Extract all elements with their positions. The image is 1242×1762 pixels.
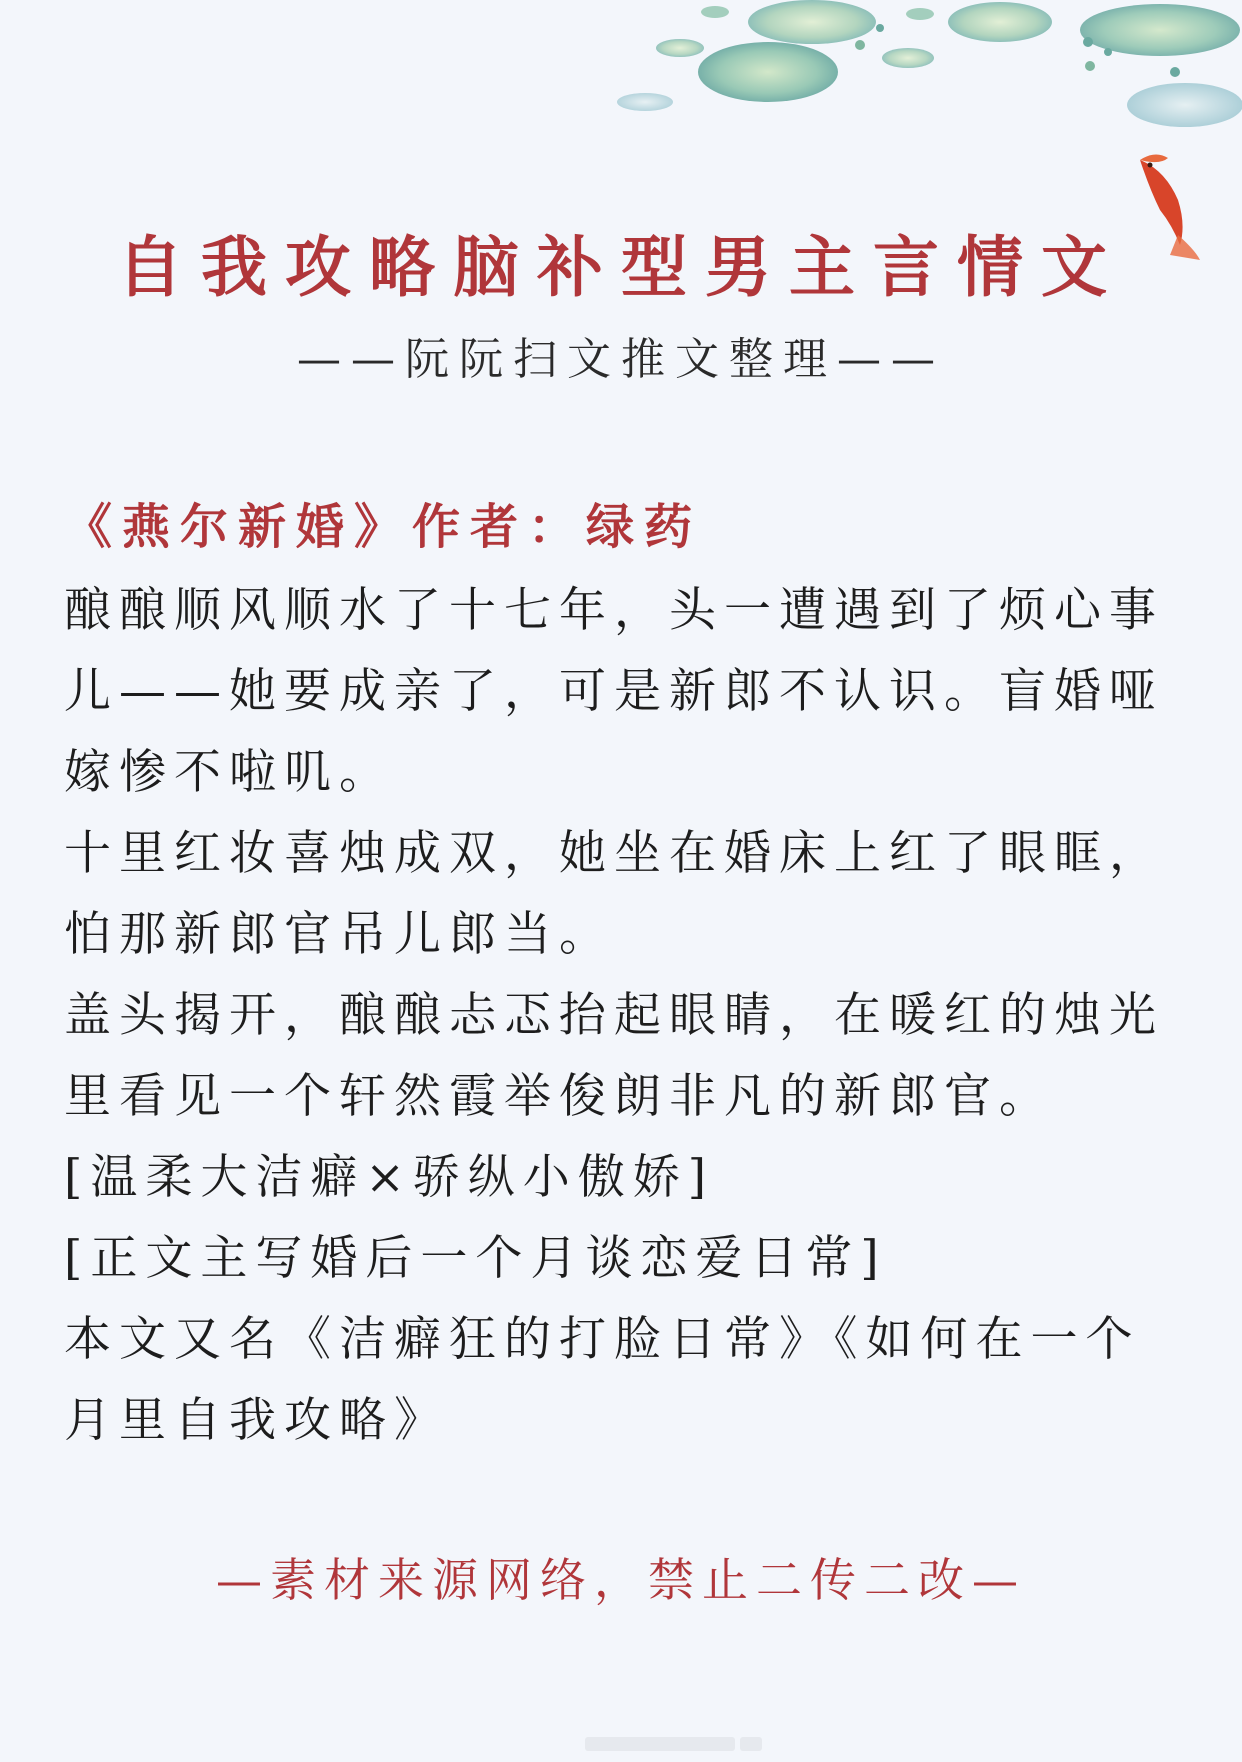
page-subtitle: ——阮阮扫文推文整理—— (297, 334, 945, 385)
source-notice: —素材来源网络，禁止二传二改— (216, 1553, 1026, 1607)
description-paragraph: 本文又名《洁癖狂的打脸日常》《如何在一个月里自我攻略》 (64, 1312, 1141, 1448)
book-title-author: 《燕尔新婚》作者：绿药 (64, 499, 703, 555)
watermark-icon (585, 1735, 765, 1753)
description-paragraph: 盖头揭开，酿酿忐忑抬起眼睛，在暖红的烛光里看见一个轩然霞举俊朗非凡的新郎官。 (64, 988, 1164, 1124)
lotus-leaf-icon (617, 0, 1242, 127)
description-paragraph: 酿酿顺风顺水了十七年，头一遭遇到了烦心事儿——她要成亲了，可是新郎不认识。盲婚哑嫁惨不啦叽。 (64, 583, 1164, 800)
page-title: 自我攻略脑补型男主言情文 (117, 228, 1125, 306)
lotus-leaves-decoration (0, 0, 1242, 260)
description-paragraph: 十里红妆喜烛成双，她坐在婚床上红了眼眶，怕那新郎官吊儿郎当。 (64, 826, 1164, 962)
description-tag-line: [温柔大洁癖×骄纵小傲娇] (64, 1150, 715, 1205)
book-description (64, 570, 1184, 1461)
description-tag-line: [正文主写婚后一个月谈恋爱日常] (64, 1231, 887, 1286)
